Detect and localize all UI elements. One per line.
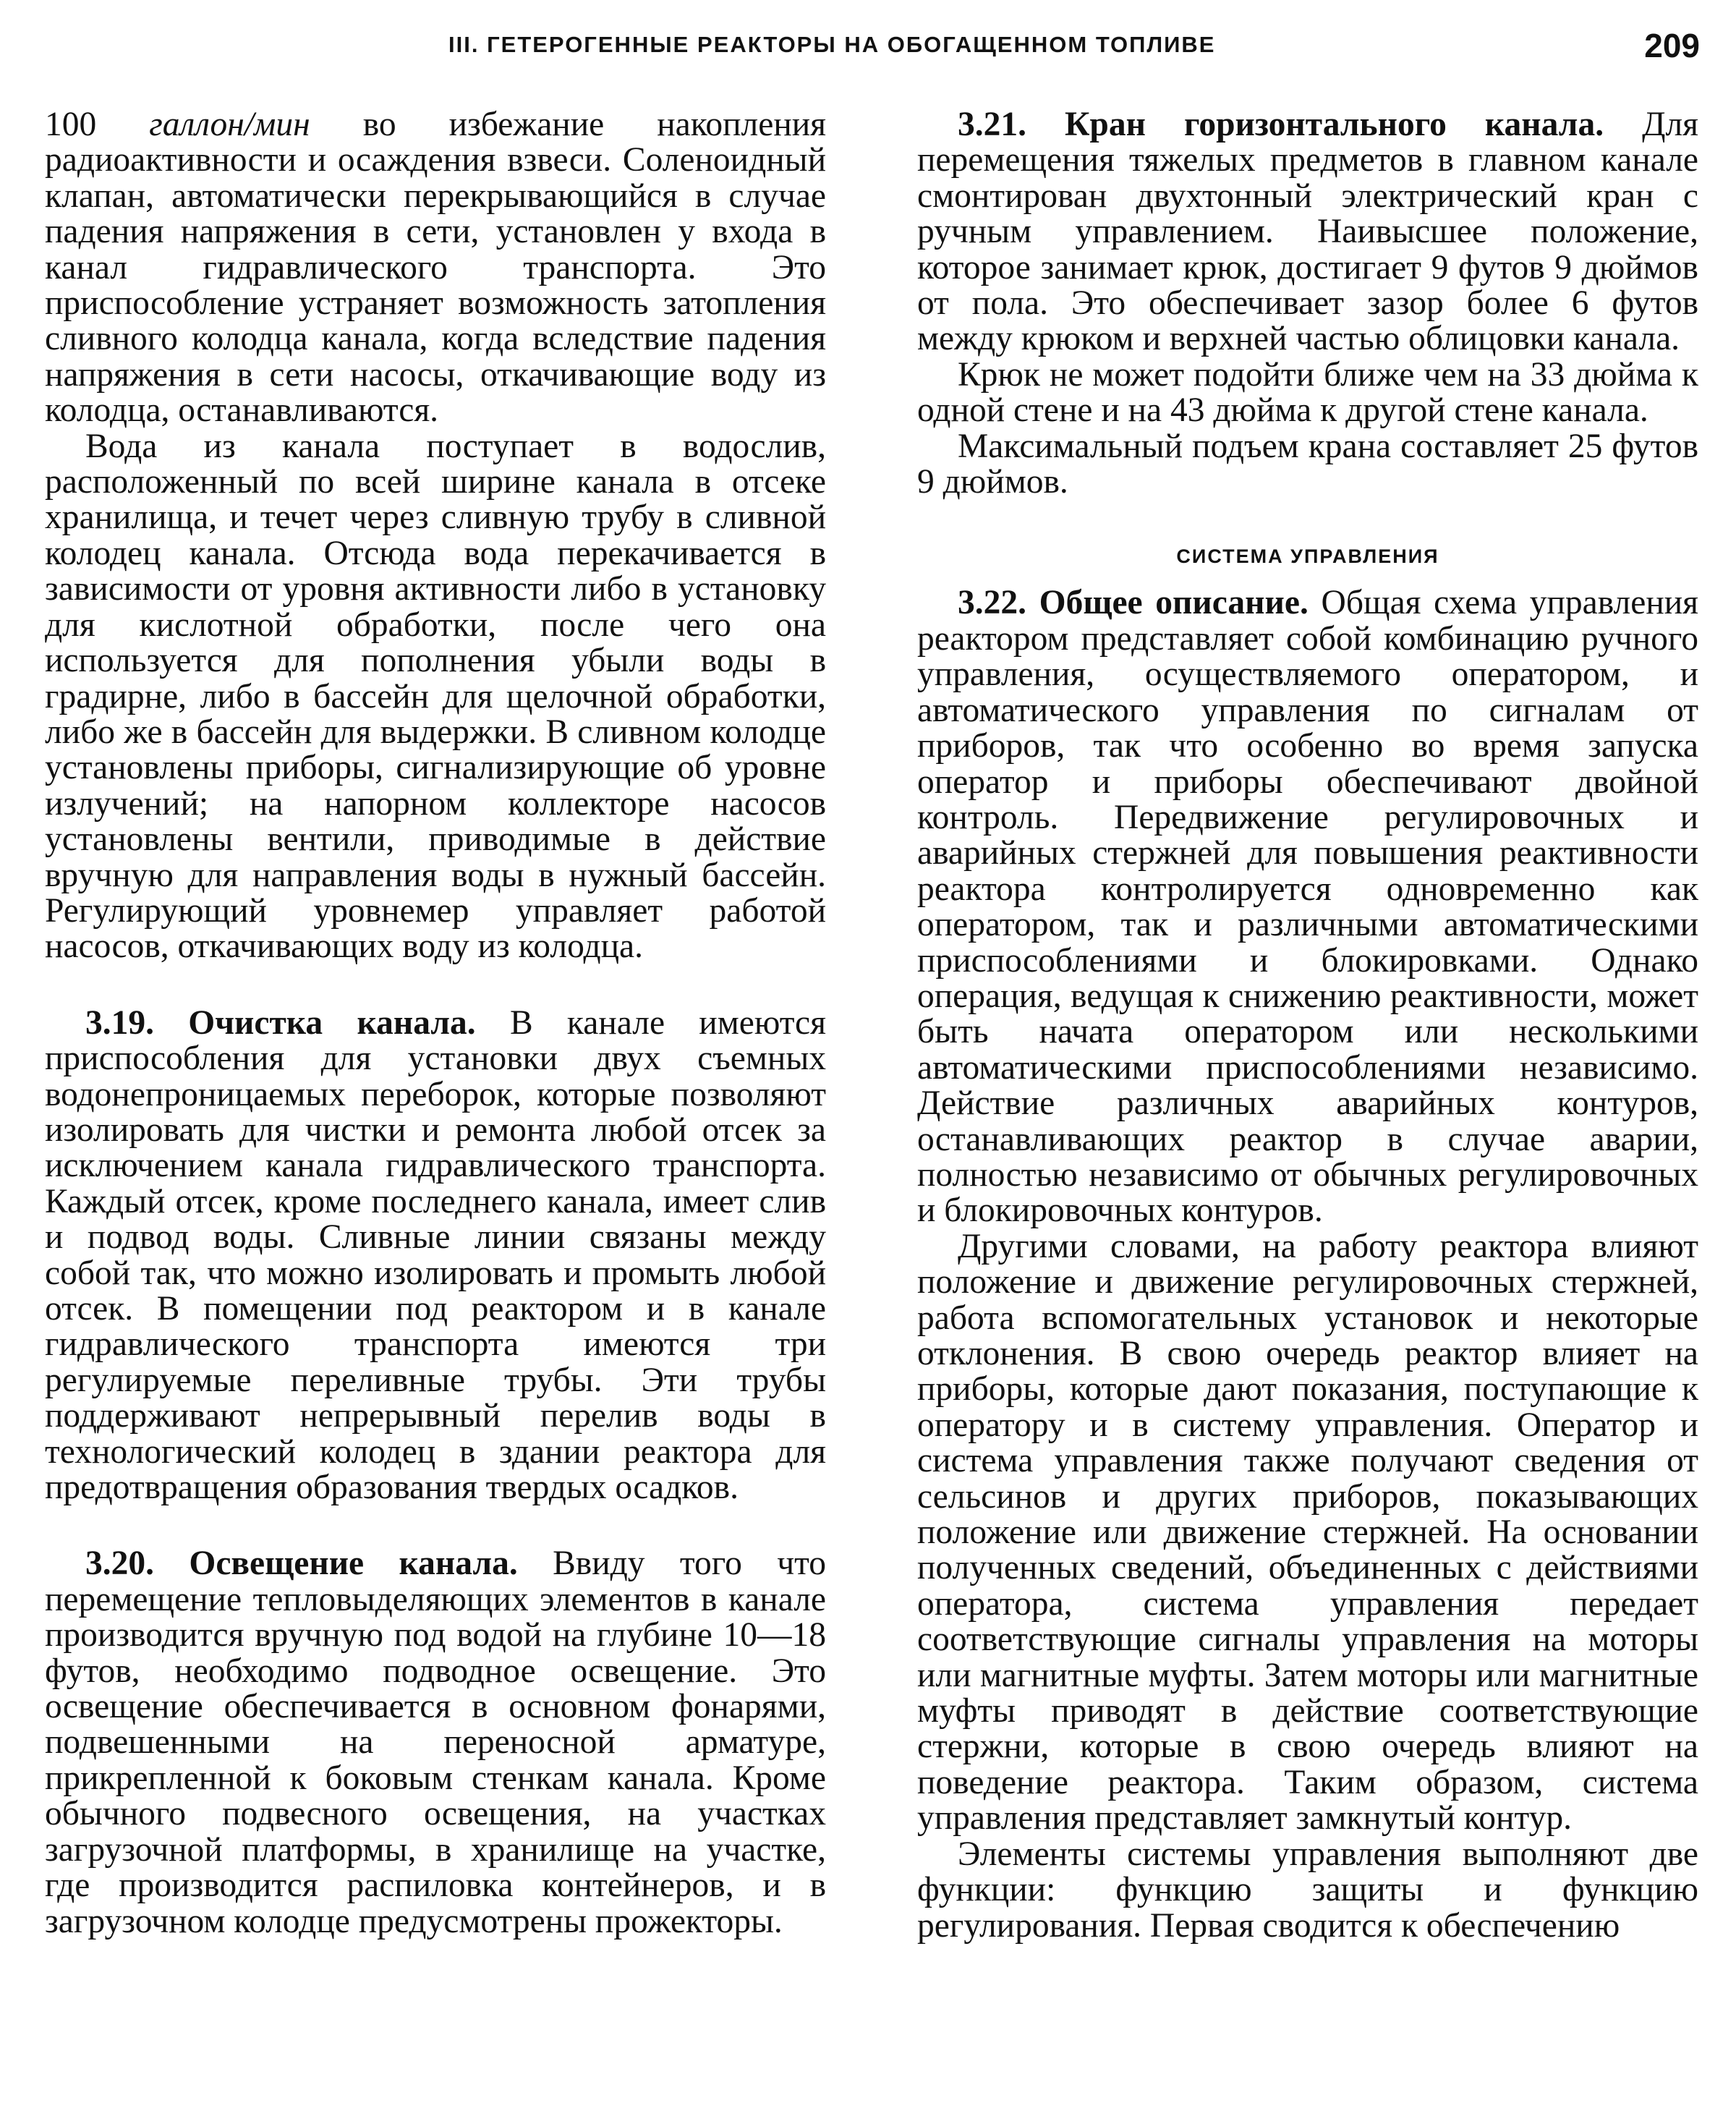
- section-3-22-text: Общая схема управления реактором представляет собой комбинацию ручного управления, осуществляемого оператором, и автоматического управления по сигналам от приборов, так что особенно во время запуска оператор и приборы обеспечивают двойной контроль. Передвижение регулировочных и аварийных стержней для повышения реактивности реактора контролируется одновременно как оператором, так и различными автоматическими приспособлениями и блокировками. Однако операция, ведущая к снижению реактивности, может быть начата оператором или несколькими автоматическими приспособлениями независимо. Действие различных аварийных контуров, останавливающих реактор в случае аварии, полностью независимо от обычных регулировочных и блокировочных контуров.: [917, 584, 1699, 1230]
- section-3-21: [917, 107, 1698, 357]
- paragraph-hook-distance: Крюк не может подойти ближе чем на 33 дюйма к одной стене и на 43 дюйма к другой стене канала.: [917, 355, 1698, 430]
- section-3-20-title: Освещение канала.: [189, 1545, 518, 1583]
- left-column: [45, 107, 826, 1940]
- section-3-19: [45, 1003, 826, 1507]
- paragraph-crane-lift: Максимальный подъем крана составляет 25 футов 9 дюймов.: [917, 427, 1698, 501]
- paragraph-continued-text: во избежание накопления радиоактивности и осаждения взвеси. Соленоидный клапан, автоматически перекрывающийся в случае падения напряжения в сети, установлен у входа в канал гидравлического транспорта. Это приспособление устраняет возможность затопления сливного колодца канала, когда вследствие падения напряжения в сети насосы, откачивающие воду из колодца, останавливаются.: [45, 106, 827, 430]
- subheading-control-system: СИСТЕМА УПРАВЛЕНИЯ: [1176, 545, 1439, 568]
- flow-rate-number: 100: [45, 106, 97, 143]
- section-3-21-number: 3.21.: [958, 106, 1026, 143]
- section-3-19-text: В канале имеются приспособления для установки двух съемных водонепроницаемых переборок, которые позволяют изолировать для чистки и ремонта любой отсек за исключением канала гидравлического транспорта. Каждый отсек, кроме последнего канала, имеет слив и подвод воды. Сливные линии связаны между собой так, что можно изолировать и промыть любой отсек. В помещении под реактором и в канале гидравлического транспорта имеются три регулируемые переливные трубы. Эти трубы поддерживают непрерывный перелив воды в технологический колодец в здании реактора для предотвращения образования твердых осадков.: [45, 1003, 826, 1507]
- section-3-19-number: 3.19.: [85, 1003, 154, 1042]
- section-3-22-title: Общее описание.: [1039, 584, 1309, 622]
- section-3-20: [45, 1546, 826, 1939]
- section-3-22-number: 3.22.: [958, 584, 1026, 622]
- section-3-21-title: Кран горизонтального канала.: [1064, 106, 1604, 143]
- paragraph-water-flow: Вода из канала поступает в водослив, расположенный по всей ширине канала в отсеке хранилища, и течет через сливную трубу в сливной колодец канала. Отсюда вода перекачивается в зависимости от уровня активности либо в установку для кислотной обработки, после чего она используется для пополнения убыли воды в градирне, либо в бассейн для щелочной обработки, либо же в бассейн для выдержки. В сливном колодце установлены приборы, сигнализирующие об уровне излучений; на напорном коллекторе насосов установлены вентили, приводимые в действие вручную для направления воды в нужный бассейн. Регулирующий уровнемер управляет работой насосов, откачивающих воду из колодца.: [45, 427, 826, 966]
- section-3-21-text: Для перемещения тяжелых предметов в главном канале смонтирован двухтонный электрический кран с ручным управлением. Наивысшее положение, которое занимает крюк, достигает 9 футов 9 дюймов от пола. Это обеспечивает зазор более 6 футов между крюком и верхней частью облицовки канала.: [917, 106, 1699, 358]
- paragraph-reactor-influence: Другими словами, на работу реактора влияют положение и движение регулировочных стержней, работа вспомогательных установок и некоторые отклонения. В свою очередь реактор влияет на приборы, которые дают показания, поступающие к оператору и в систему управления. Оператор и система управления также получают сведения от сельсинов и других приборов, показывающих положение или движение стержней. На основании полученных сведений, объединенных с действиями оператора, система управления передает соответствующие сигналы управления на моторы или магнитные муфты. Затем моторы или магнитные муфты приводят в действие соответствующие стержни, которые в свою очередь влияют на поведение реактора. Таким образом, система управления представляет замкнутый контур.: [917, 1227, 1698, 1838]
- section-3-20-number: 3.20.: [85, 1545, 154, 1583]
- section-3-20-text: Ввиду того что перемещение тепловыделяющих элементов в канале производится вручную под водой на глубине 10—18 футов, необходимо подводное освещение. Это освещение обеспечивается в основном фонарями, подвешенными на переносной арматуре, прикрепленной к боковым стенкам канала. Кроме обычного подвесного освещения, на участках загрузочной платформы, в хранилище на участке, где производится распиловка контейнеров, и в загрузочном колодце предусмотрены прожекторы.: [45, 1545, 827, 1940]
- section-3-22: [917, 585, 1698, 1228]
- running-title: III. ГЕТЕРОГЕННЫЕ РЕАКТОРЫ НА ОБОГАЩЕННОМ ТОПЛИВЕ: [448, 32, 1216, 57]
- running-head: [43, 26, 1700, 69]
- page-number: 209: [1644, 27, 1700, 64]
- right-column: [917, 107, 1698, 1944]
- section-3-19-title: Очистка канала.: [188, 1003, 476, 1042]
- paragraph-continued: [45, 107, 826, 429]
- flow-rate-unit: галлон/мин: [149, 106, 310, 143]
- paragraph-control-functions: Элементы системы управления выполняют две функции: функцию защиты и функцию регулирования. Первая сводится к обеспечению: [917, 1835, 1698, 1945]
